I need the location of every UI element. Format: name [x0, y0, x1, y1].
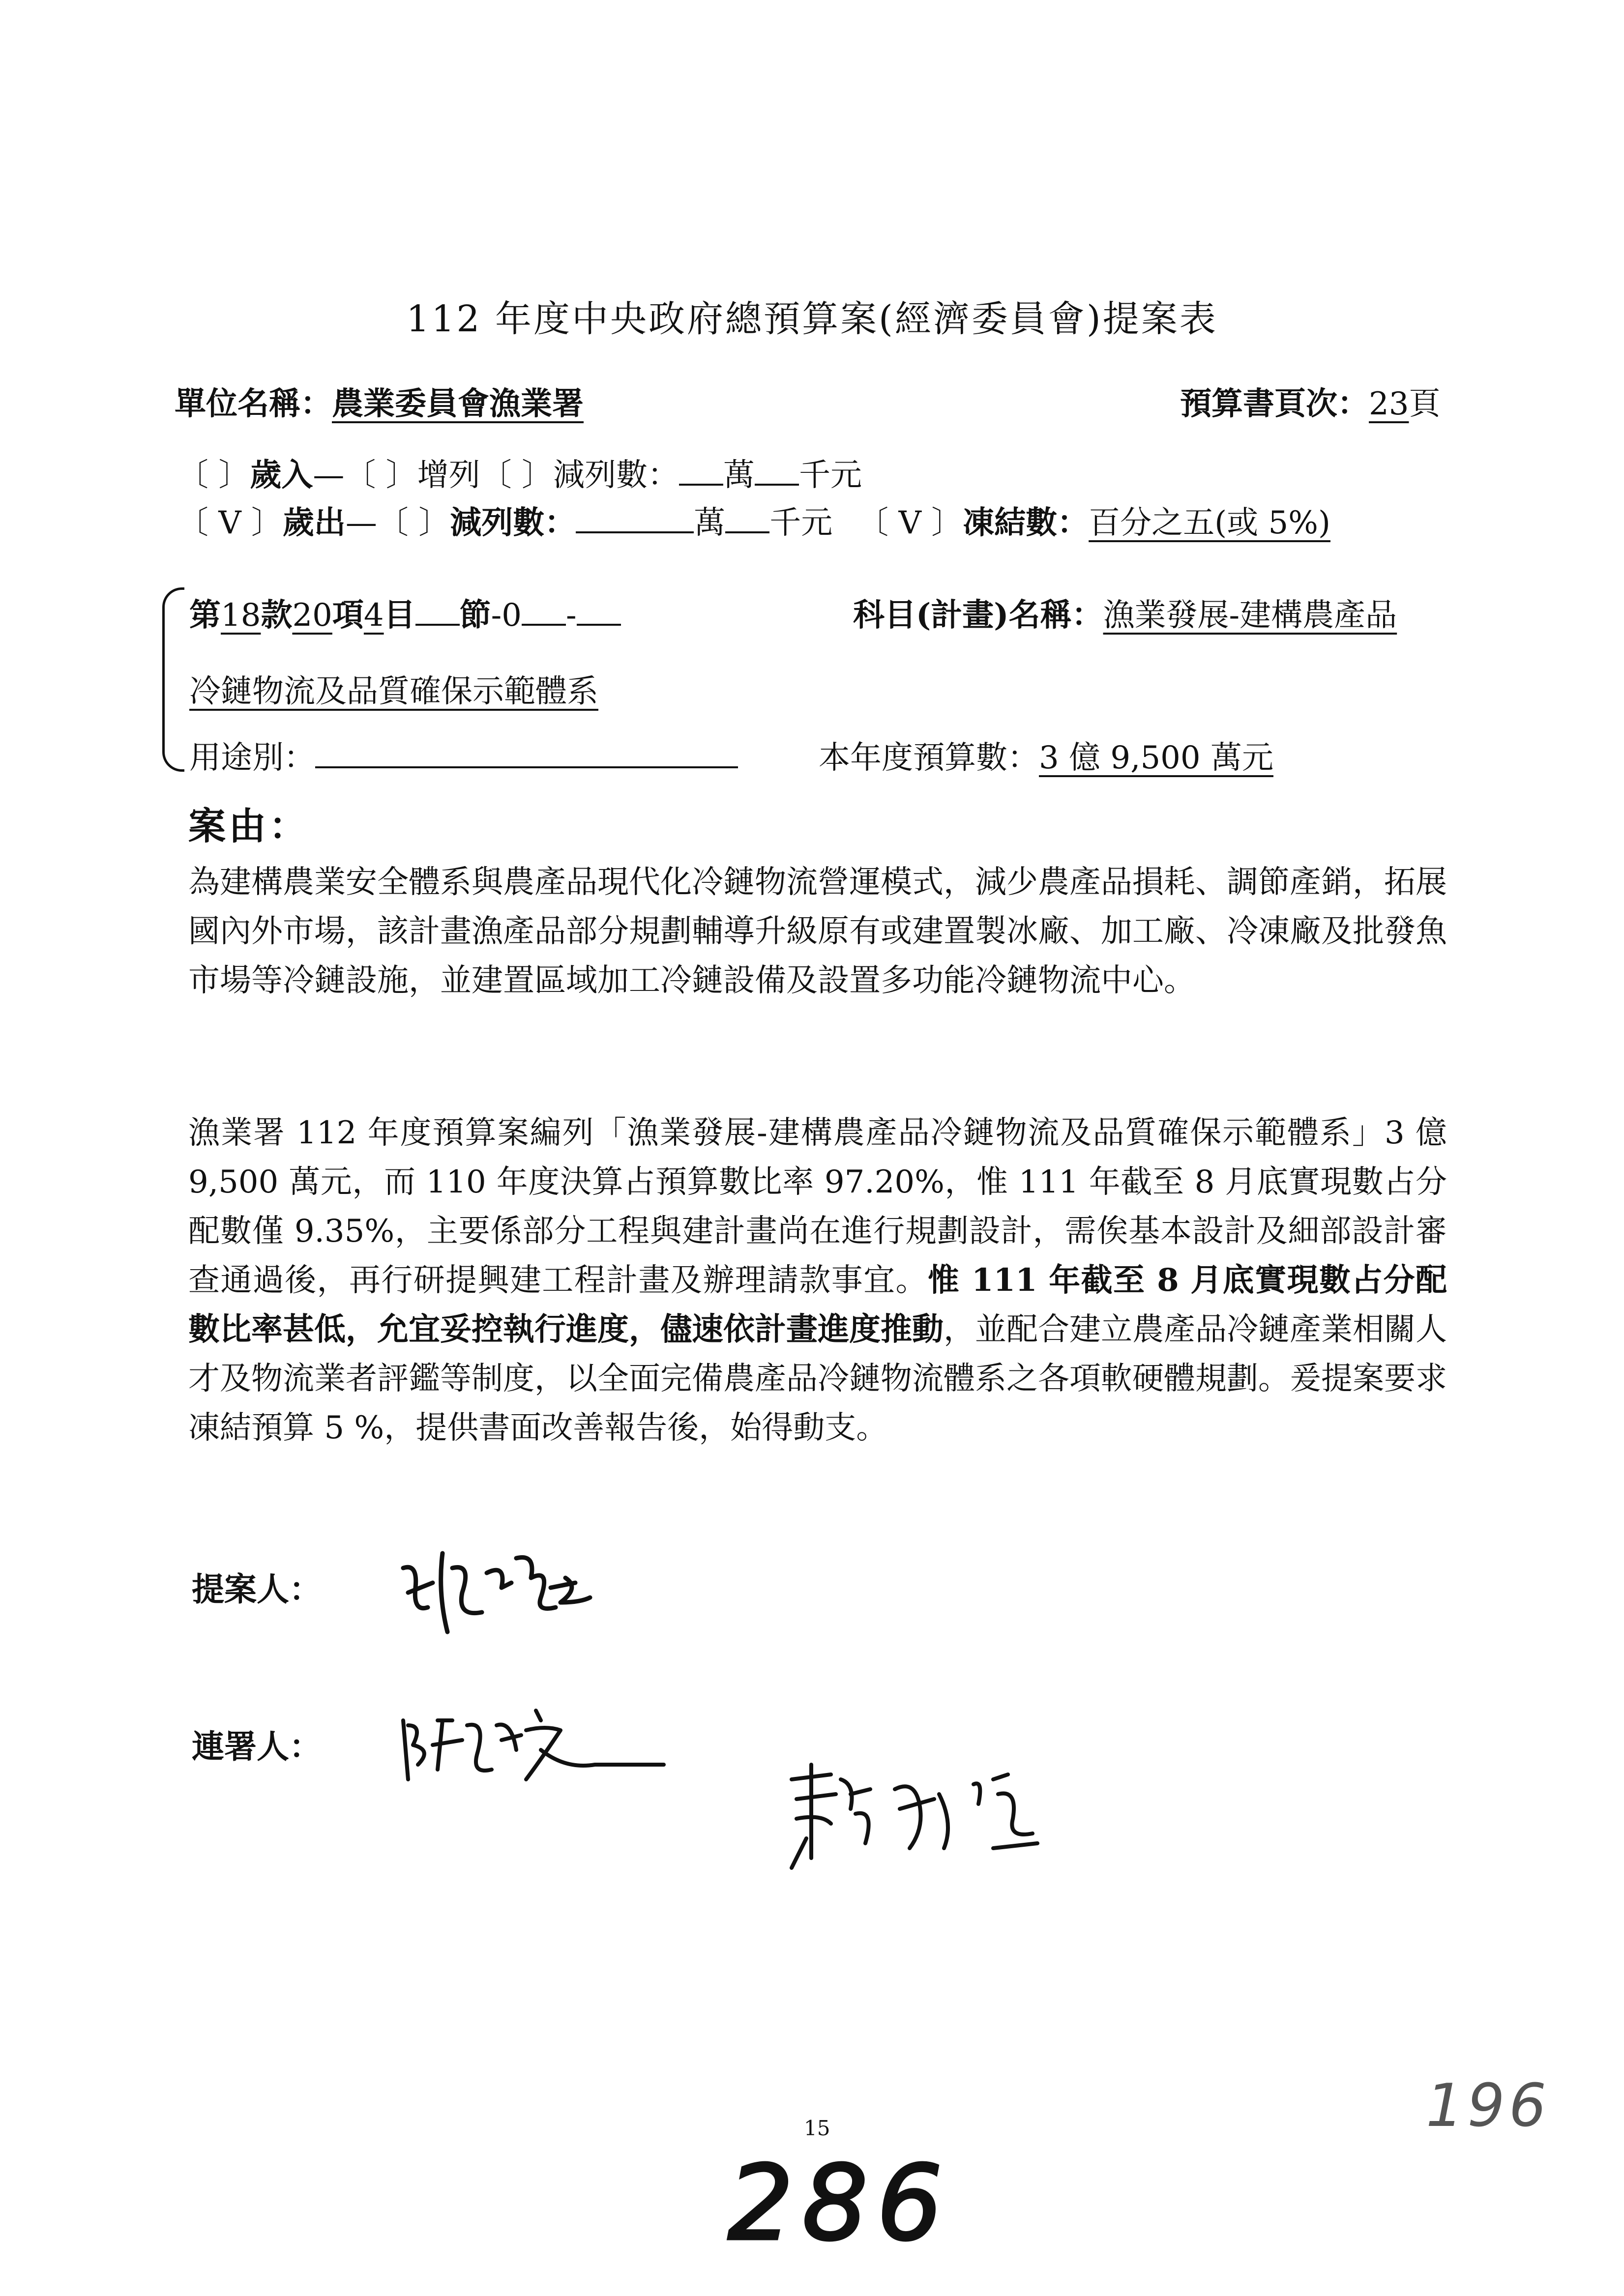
jie-suffix: 節	[459, 597, 491, 634]
kuan-suffix: 款	[261, 597, 293, 634]
unit-name-label: 單位名稱：	[175, 385, 332, 422]
jie-blank	[415, 619, 460, 626]
case-reason-heading: 案由：	[188, 804, 309, 848]
case-reason-text-2-bold: 惟 111 年截至 8 月底實現數占分配數比率甚低，允宜妥控執行進度，儘速依計畫進度推動	[188, 1262, 1447, 1348]
revenue-increase-label: 增列	[417, 457, 480, 494]
case-reason-text-2	[188, 1108, 1447, 1453]
expenditure-row	[177, 497, 1330, 543]
expenditure-wan: 萬	[694, 505, 726, 541]
revenue-dash: —	[313, 457, 345, 494]
revenue-wan: 萬	[723, 457, 755, 494]
mu-suffix: 目	[384, 597, 415, 634]
revenue-wan-blank	[679, 479, 723, 486]
freeze-label: 凍結數：	[963, 504, 1089, 541]
annual-budget-row	[819, 732, 1273, 778]
case-reason-text-2a: 漁業署 112 年度預算案編列「漁業發展-建構農產品冷鏈物流及品質確保示範體系」3 億 9,500 萬元，而 110 年度決算占預算數比率 97.20%，惟 111 年截至 8 月底實現數占分配數僅 9.35%，主要係部分工程與建計畫尚在進行規劃設計，需俟基本設計及細部設計審查通過後，再行研提興建工程計畫及辦理請款事宜。	[188, 1115, 1447, 1299]
expenditure-qian: 千元	[769, 505, 833, 541]
revenue-label: 歲入	[250, 457, 313, 494]
subject-value-2: 冷鏈物流及品質確保示範體系	[189, 673, 598, 710]
usage-blank	[315, 761, 738, 768]
cosigner-signature-2	[777, 1750, 1092, 1878]
case-reason-paragraph-2	[188, 1108, 1447, 1453]
annual-budget-label: 本年度預算數：	[819, 740, 1039, 776]
budget-page-label: 預算書頁次：	[1180, 385, 1369, 422]
annual-budget-value: 3 億 9,500 萬元	[1039, 740, 1273, 776]
expenditure-decrease-label: 減列數：	[450, 504, 576, 541]
freeze-value: 百分之五(或 5%)	[1089, 505, 1330, 541]
xiang-value: 20	[292, 597, 332, 634]
revenue-decrease-label: 減列數：	[553, 457, 679, 494]
cosigner-label: 連署人：	[192, 1727, 322, 1766]
proposer-label: 提案人：	[192, 1570, 322, 1608]
case-reason-text-1: 為建構農業安全體系與農產品現代化冷鏈物流營運模式，減少農產品損耗、調節產銷，拓展國內外市場，該計畫漁產品部分規劃輔導升級原有或建置製冰廠、加工廠、冷凍廠及批發魚市場等冷鏈設施，並建置區域加工冷鏈設備及設置多功能冷鏈物流中心。	[188, 864, 1447, 999]
budget-page-suffix: 頁	[1409, 386, 1441, 422]
freeze-checkbox: 〔 V 〕	[857, 505, 963, 541]
revenue-increase-checkbox: 〔 〕	[344, 457, 417, 494]
revenue-decrease-checkbox: 〔 〕	[480, 457, 554, 494]
document-title: 112 年度中央政府總預算案(經濟委員會)提案表	[406, 298, 1218, 340]
handwritten-corner-number	[1426, 2072, 1554, 2140]
kuan-value: 18	[221, 597, 261, 634]
kuan-label: 第	[189, 597, 221, 634]
budget-item-bracket	[162, 587, 184, 772]
subject-label: 科目(計畫)名稱：	[853, 597, 1103, 634]
page-number: 15	[804, 2116, 830, 2140]
expenditure-checkbox: 〔 V 〕	[177, 505, 283, 541]
jie-tail: -0	[491, 597, 522, 634]
revenue-row	[177, 450, 862, 495]
unit-name-value: 農業委員會漁業署	[332, 385, 584, 422]
subject-value-row-2	[189, 666, 598, 711]
budget-page-row	[1180, 378, 1440, 424]
subject-row	[853, 590, 1397, 635]
mu-value: 4	[363, 597, 384, 634]
jie-dash-blank	[577, 619, 621, 626]
usage-label: 用途別：	[189, 740, 315, 776]
xiang-suffix: 項	[332, 597, 364, 634]
handwritten-number	[728, 2143, 951, 2264]
jie-tail-blank	[522, 619, 566, 626]
expenditure-dash: —	[345, 505, 377, 541]
usage-row	[189, 732, 738, 778]
revenue-checkbox: 〔 〕	[177, 457, 250, 494]
revenue-qian: 千元	[799, 457, 862, 494]
budget-page-value: 23	[1369, 386, 1409, 422]
case-reason-paragraph-1	[188, 858, 1447, 1005]
expenditure-label: 歲出	[282, 504, 346, 541]
cosigner-signature-1	[388, 1691, 693, 1804]
expenditure-qian-blank	[725, 526, 769, 533]
budget-item-row	[189, 590, 621, 635]
revenue-qian-blank	[755, 479, 799, 486]
handwritten-corner-text: 196	[1426, 2072, 1551, 2140]
expenditure-wan-blank	[576, 526, 694, 533]
unit-name-row	[175, 378, 584, 424]
expenditure-decrease-checkbox: 〔 〕	[377, 505, 450, 541]
case-reason-text-2b: ，並配合建立農產品冷鏈產業相關人才及物流業者評鑑等制度，以全面完備農產品冷鏈物流體系之各項軟硬體規劃。爰提案要求凍結預算 5 %，提供書面改善報告後，始得動支。	[188, 1311, 1447, 1446]
jie-dash: -	[565, 597, 577, 634]
handwritten-number-text: 286	[728, 2143, 951, 2264]
proposer-signature	[388, 1534, 644, 1652]
subject-value-1: 漁業發展-建構農產品	[1103, 597, 1397, 634]
